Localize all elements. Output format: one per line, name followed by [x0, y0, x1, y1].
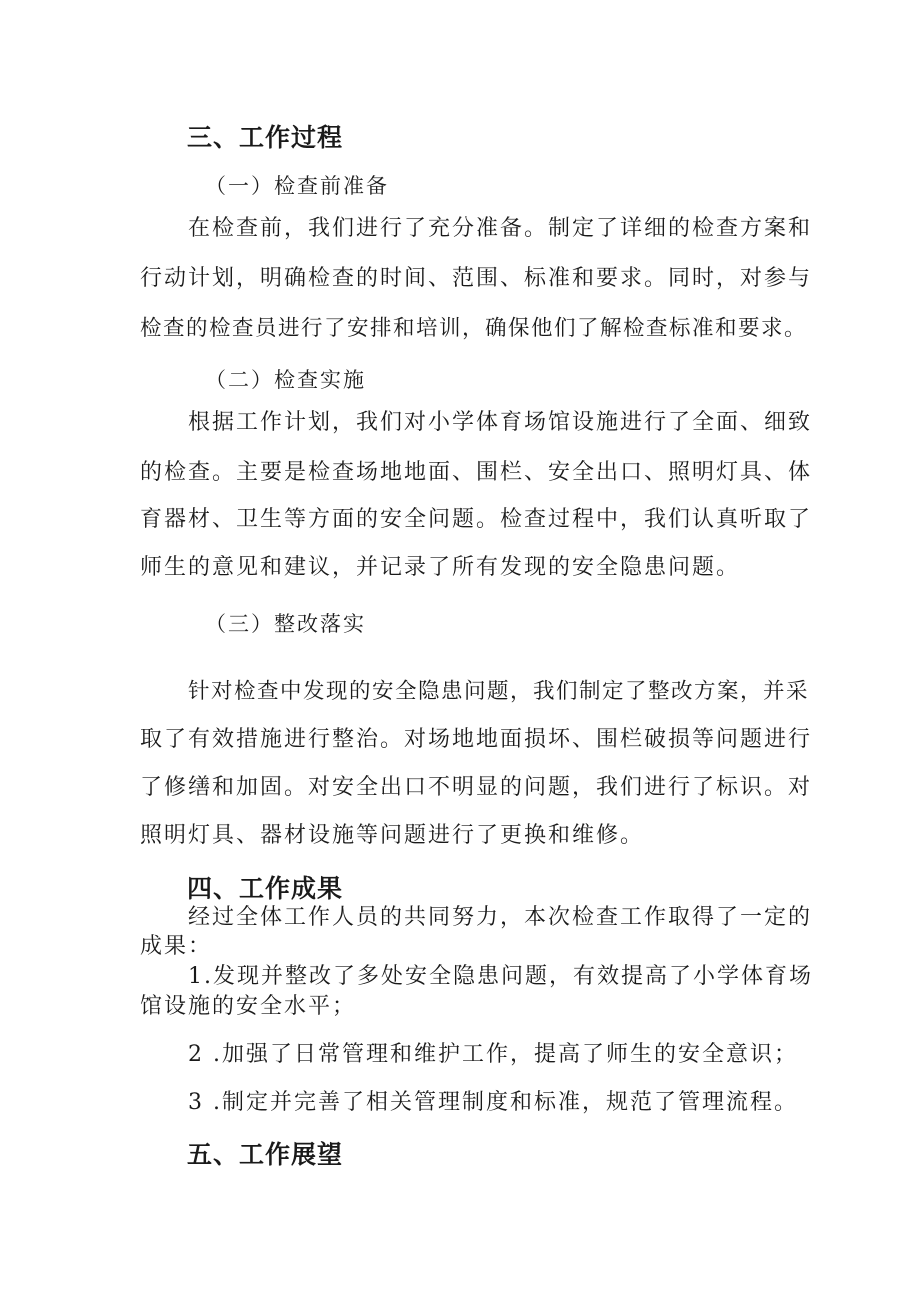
result-item-continued: 馆设施的安全水平； [140, 994, 357, 1019]
subsection-heading-implementation: （二）检查实施 [205, 368, 366, 392]
paragraph-line: 成果： [140, 934, 213, 959]
result-item: 3 .制定并完善了相关管理制度和标准，规范了管理流程。 [188, 1090, 798, 1115]
paragraph-line: 行动计划，明确检查的时间、范围、标准和要求。同时，对参与 [140, 266, 813, 291]
paragraph-line: 取了有效措施进行整治。对场地地面损坏、围栏破损等问题进行 [140, 727, 813, 752]
paragraph-line: 照明灯具、器材设施等问题进行了更换和维修。 [140, 823, 645, 848]
section-heading-work-process: 三、工作过程 [187, 123, 344, 152]
paragraph-line: 经过全体工作人员的共同努力，本次检查工作取得了一定的 [188, 905, 813, 930]
subsection-heading-preparation: （一）检查前准备 [205, 174, 389, 198]
result-item: 1.发现并整改了多处安全隐患问题，有效提高了小学体育场 [188, 964, 813, 989]
paragraph-line: 育器材、卫生等方面的安全问题。检查过程中，我们认真听取了 [140, 507, 813, 532]
subsection-heading-rectification: （三）整改落实 [205, 612, 366, 636]
paragraph-line: 根据工作计划，我们对小学体育场馆设施进行了全面、细致 [188, 410, 813, 435]
result-item: 2 .加强了日常管理和维护工作，提高了师生的安全意识； [188, 1042, 798, 1067]
paragraph-line: 了修缮和加固。对安全出口不明显的问题，我们进行了标识。对 [140, 775, 813, 800]
paragraph-line: 检查的检查员进行了安排和培训，确保他们了解检查标准和要求。 [140, 316, 808, 341]
paragraph-line: 师生的意见和建议，并记录了所有发现的安全隐患问题。 [140, 555, 741, 580]
paragraph-line: 的检查。主要是检查场地地面、围栏、安全出口、照明灯具、体 [140, 460, 813, 485]
section-heading-outlook: 五、工作展望 [187, 1140, 344, 1169]
paragraph-line: 针对检查中发现的安全隐患问题，我们制定了整改方案，并采 [188, 679, 810, 704]
paragraph-line: 在检查前，我们进行了充分准备。制定了详细的检查方案和 [188, 216, 813, 241]
section-heading-results: 四、工作成果 [187, 874, 344, 903]
